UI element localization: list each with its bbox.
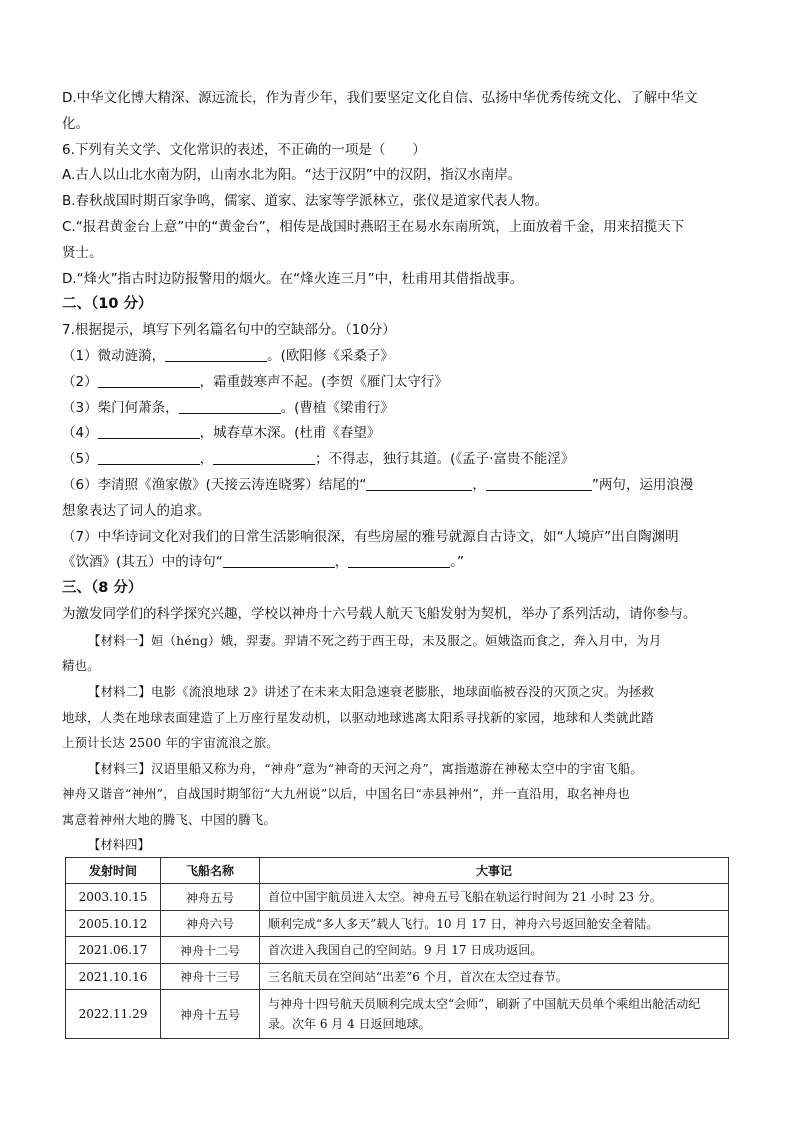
material-3-tag: 【材料三】	[88, 760, 151, 776]
q7-item-5: （5） ， ；不得志，独行其道。(《孟子·富贵不能淫》	[62, 451, 575, 468]
q5-option-d-cont: 化。	[62, 115, 89, 132]
cell-event: 首位中国宇航员进入太空。神舟五号飞船在轨运行时间为 21 小时 23 分。	[260, 884, 729, 911]
q7-item-6-cont: 想象表达了词人的追求。	[62, 502, 211, 519]
material-4-tag: 【材料四】	[88, 837, 150, 853]
q6-stem: 6.下列有关文学、文化常识的表述，不正确的一项是（ ）	[62, 141, 426, 158]
material-2-tag: 【材料二】	[88, 683, 151, 699]
col-launch-date: 发射时间	[66, 858, 161, 884]
q7-item-6: （6）李清照《渔家傲》(天接云涛连晓雾）结尾的“ ， ”两句，运用浪漫	[62, 476, 694, 493]
q6-option-c: C.“报君黄金台上意”中的“黄金台”，相传是战国时燕昭王在易水东南所筑，上面放着千金，用来招揽天下	[62, 218, 685, 235]
cell-date: 2003.10.15	[66, 884, 161, 911]
table-header-row	[66, 858, 729, 884]
q6-option-a: A.古人以山北水南为阴，山南水北为阳。“达于汉阴”中的汉阴，指汉水南岸。	[62, 167, 522, 184]
material-2: 【材料二】电影《流浪地球 2》讲述了在未来太阳急速衰老膨胀，地球面临被吞没的灭顶之灾。为拯救 地球，人类在地球表面建造了上万座行星发动机，以驱动地球逃离太阳系寻找新的家园，地球和人类就此踏 上预计长达 2500 年的宇宙流浪之旅。	[62, 683, 655, 751]
cell-date: 2021.10.16	[66, 963, 161, 990]
col-ship-name: 飞船名称	[161, 858, 260, 884]
table-row	[66, 910, 729, 937]
q7-item-4: （4） ，城春草木深。(杜甫《春望》	[62, 425, 381, 442]
table-row	[66, 963, 729, 990]
q7-item-7-cont: 《饮酒》(其五）中的诗句“ ， 。”	[62, 554, 465, 571]
cell-ship: 神舟六号	[161, 910, 260, 937]
q7-stem: 7.根据提示，填写下列名篇名句中的空缺部分。（10分）	[62, 322, 396, 339]
answer-blank[interactable]	[165, 346, 267, 362]
q6-option-d: D.“烽火”指古时边防报警用的烟火。在“烽火连三月”中，杜甫用其借指战事。	[62, 270, 524, 287]
answer-blank[interactable]	[348, 552, 450, 568]
cell-date: 2022.11.29	[66, 990, 161, 1039]
material-3: 【材料三】汉语里船又称为舟，“神舟”意为“神奇的天河之舟”，寓指遨游在神秘太空中的宇宙飞船。 神舟又谐音“神州”，自战国时期邹衍“大九州说”以后，中国名曰“赤县神州”，并一直沿用，取名神舟也 寓意着神州大地的腾飞、中国的腾飞。	[62, 760, 643, 827]
cell-ship: 神舟十二号	[161, 937, 260, 964]
answer-blank[interactable]	[223, 552, 335, 568]
answer-blank[interactable]	[98, 423, 200, 439]
table-row	[66, 990, 729, 1039]
q7-item-1: （1）微动涟漪， 。(欧阳修《采桑子》	[62, 347, 394, 364]
material-1-tag: 【材料一】	[88, 632, 151, 648]
cell-ship: 神舟十五号	[161, 990, 260, 1039]
q5-option-d: D.中华文化博大精深、源远流长，作为青少年，我们要坚定文化自信、弘扬中华优秀传统文化、了解中华文	[62, 90, 698, 106]
cell-event: 与神舟十四号航天员顺利完成太空“会师”，刷新了中国航天员单个乘组出舱活动纪录。次年 6 月 4 日返回地球。	[260, 990, 729, 1039]
cell-date: 2005.10.12	[66, 910, 161, 937]
table-row	[66, 937, 729, 964]
cell-date: 2021.06.17	[66, 937, 161, 964]
answer-blank[interactable]	[98, 449, 200, 465]
table-row	[66, 884, 729, 911]
answer-blank[interactable]	[179, 398, 281, 414]
q7-item-3: （3）柴门何萧条， 。(曹植《梁甫行》	[62, 399, 394, 416]
cell-event: 顺利完成“多人多天”载人飞行。10 月 17 日，神舟六号返回舱安全着陆。	[260, 910, 729, 937]
col-events: 大事记	[260, 858, 729, 884]
cell-ship: 神舟十三号	[161, 963, 260, 990]
q6-option-c-cont: 贤士。	[62, 244, 103, 261]
material-1: 【材料一】姮（héng）娥，羿妻。羿请不死之药于西王母，未及服之。姮娥盗而食之，奔入月中，为月 精也。	[62, 632, 662, 674]
answer-blank[interactable]	[486, 475, 592, 491]
section-2-heading: 二、（10 分）	[62, 296, 153, 313]
answer-blank[interactable]	[366, 475, 472, 491]
answer-blank[interactable]	[98, 372, 200, 388]
q6-option-b: B.春秋战国时期百家争鸣，儒家、道家、法家等学派林立，张仪是道家代表人物。	[62, 193, 549, 210]
section-3-heading: 三、（8 分）	[62, 580, 143, 597]
cell-event: 三名航天员在空间站“出差”6 个月，首次在太空过春节。	[260, 963, 729, 990]
exam-page	[62, 86, 734, 1039]
q7-item-7: （7）中华诗词文化对我们的日常生活影响很深，有些房屋的雅号就源自古诗文，如“人境庐”出自陶渊明	[62, 528, 679, 545]
q7-item-2: （2） ，霜重鼓寒声不起。(李贺《雁门太守行》	[62, 373, 448, 390]
shenzhou-events-table	[65, 857, 729, 1039]
section-3-intro: 为激发同学们的科学探究兴趣，学校以神舟十六号载人航天飞船发射为契机，举办了系列活动，请你参与。	[62, 605, 697, 622]
cell-ship: 神舟五号	[161, 884, 260, 911]
cell-event: 首次进入我国自己的空间站。9 月 17 日成功返回。	[260, 937, 729, 964]
answer-blank[interactable]	[213, 449, 315, 465]
